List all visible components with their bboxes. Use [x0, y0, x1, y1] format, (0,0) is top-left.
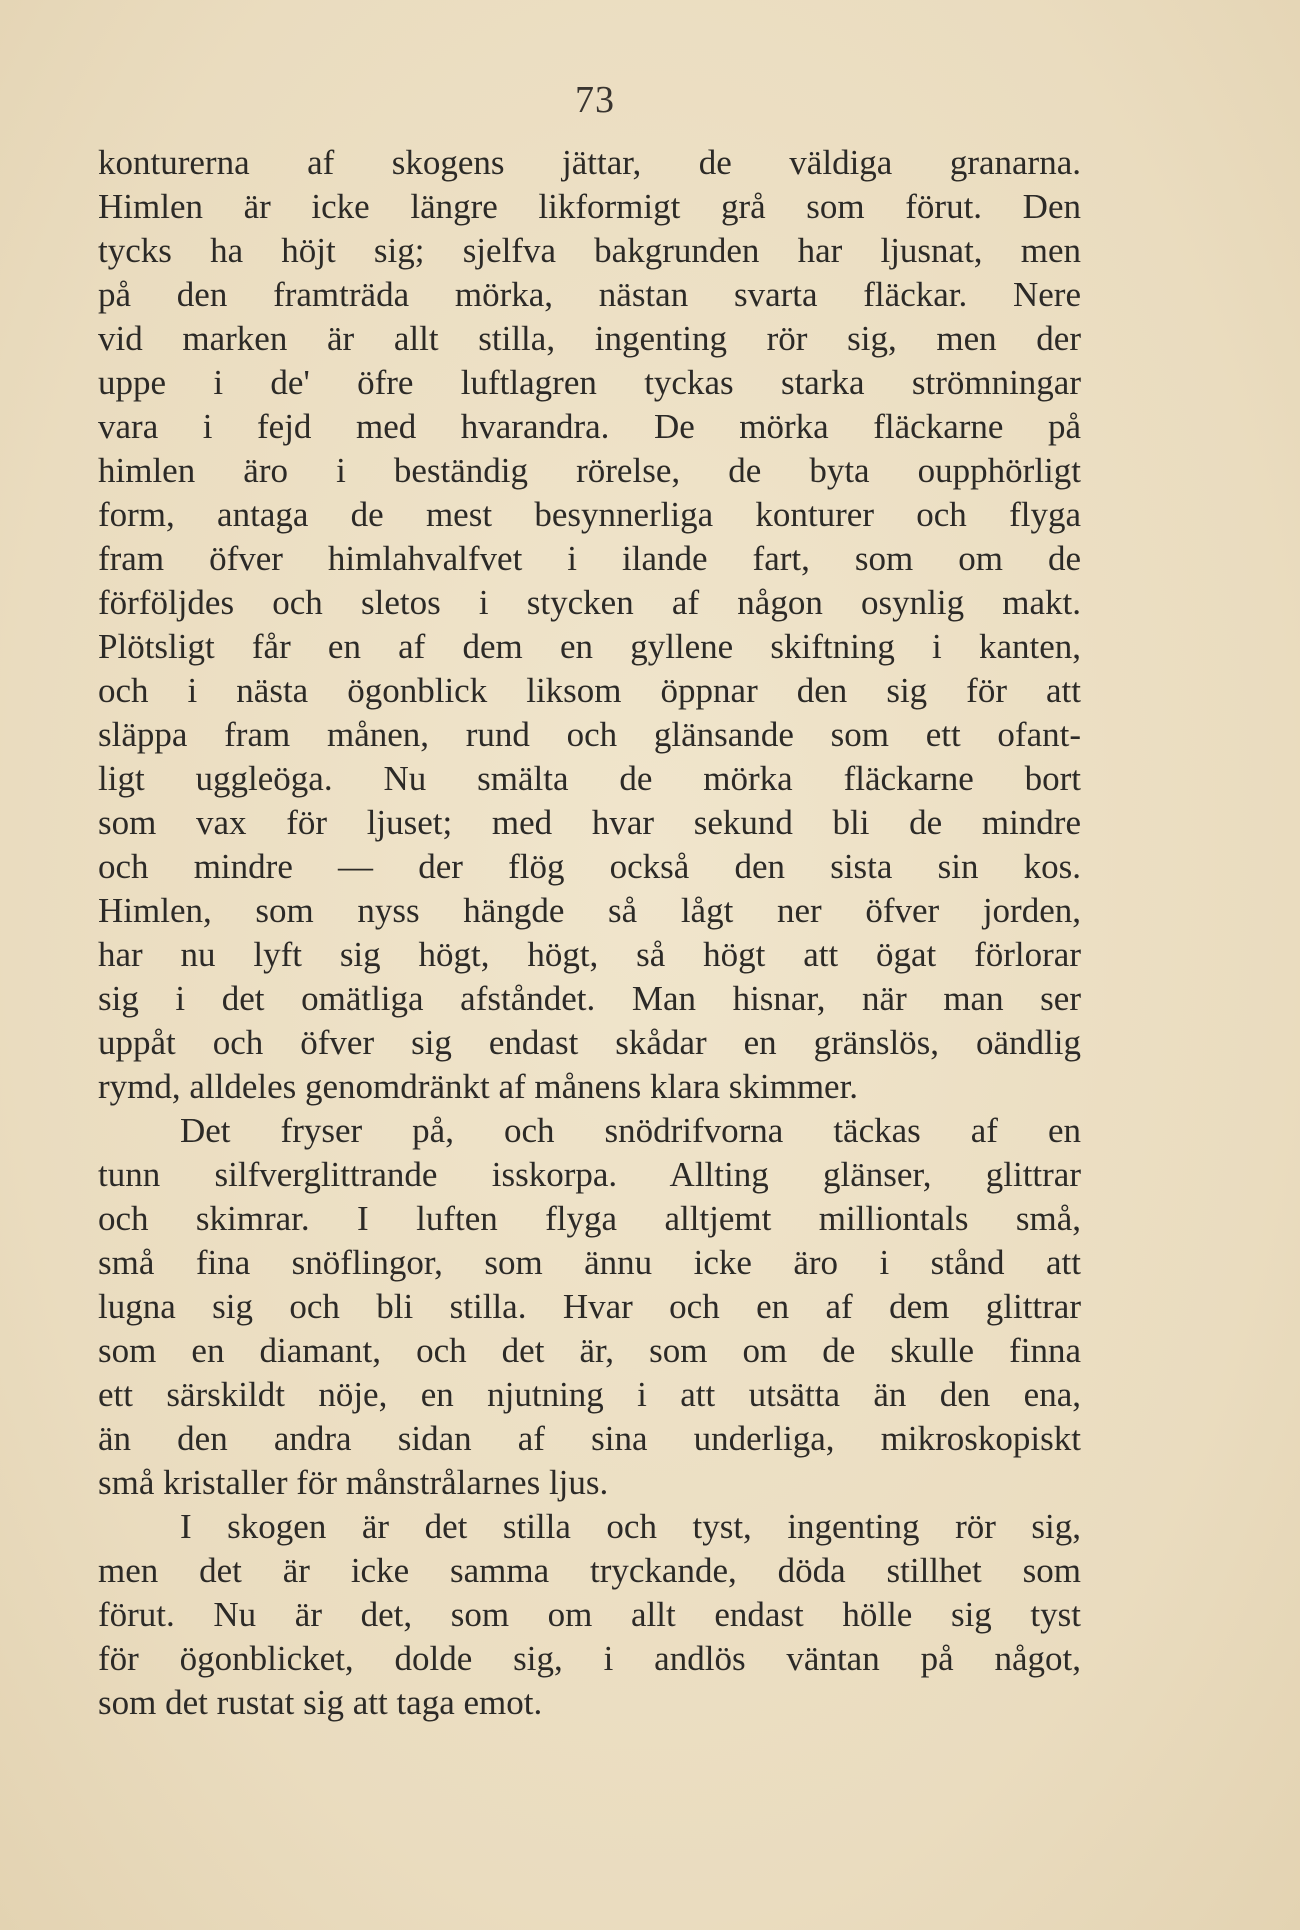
text-line: ett särskildt nöje, en njutning i att utsätta än den ena, — [98, 1375, 1081, 1414]
text-line: som en diamant, och det är, som om de skulle finna — [98, 1331, 1081, 1370]
body-text — [98, 141, 1081, 1725]
text-line: Plötsligt får en af dem en gyllene skiftning i kanten, — [98, 627, 1081, 666]
text-line: fram öfver himlahvalfvet i ilande fart, som om de — [98, 539, 1081, 578]
text-line: I skogen är det stilla och tyst, ingenting rör sig, — [180, 1507, 1081, 1546]
text-line: och skimrar. I luften flyga alltjemt milliontals små, — [98, 1199, 1081, 1238]
text-line: tunn silfverglittrande isskorpa. Allting glänser, glittrar — [98, 1155, 1081, 1194]
text-line: tycks ha höjt sig; sjelfva bakgrunden har ljusnat, men — [98, 231, 1081, 270]
text-line: uppe i de' öfre luftlagren tyckas starka strömningar — [98, 363, 1081, 402]
text-line: men det är icke samma tryckande, döda stillhet som — [98, 1551, 1081, 1590]
text-line: ligt uggleöga. Nu smälta de mörka fläckarne bort — [98, 759, 1081, 798]
text-line: vid marken är allt stilla, ingenting rör sig, men der — [98, 319, 1081, 358]
text-line: och i nästa ögonblick liksom öppnar den sig för att — [98, 671, 1081, 710]
text-line: släppa fram månen, rund och glänsande som ett ofant- — [98, 715, 1081, 754]
text-line: vara i fejd med hvarandra. De mörka fläckarne på — [98, 407, 1081, 446]
text-line: lugna sig och bli stilla. Hvar och en af dem glittrar — [98, 1287, 1081, 1326]
text-line: för ögonblicket, dolde sig, i andlös väntan på något, — [98, 1639, 1081, 1678]
text-line: på den framträda mörka, nästan svarta fläckar. Nere — [98, 275, 1081, 314]
text-line: och mindre — der flög också den sista sin kos. — [98, 847, 1081, 886]
text-line: Det fryser på, och snödrifvorna täckas af en — [180, 1111, 1081, 1150]
text-line: uppåt och öfver sig endast skådar en gränslös, oändlig — [98, 1023, 1081, 1062]
text-line: form, antaga de mest besynnerliga konturer och flyga — [98, 495, 1081, 534]
text-line: än den andra sidan af sina underliga, mikroskopiskt — [98, 1419, 1081, 1458]
text-line: konturerna af skogens jättar, de väldiga granarna. — [98, 143, 1081, 182]
text-line: har nu lyft sig högt, högt, så högt att ögat förlorar — [98, 935, 1081, 974]
text-line: förföljdes och sletos i stycken af någon osynlig makt. — [98, 583, 1081, 622]
text-line: förut. Nu är det, som om allt endast hölle sig tyst — [98, 1595, 1081, 1634]
text-line: som det rustat sig att taga emot. — [98, 1683, 543, 1722]
text-line: rymd, alldeles genomdränkt af månens klara skimmer. — [98, 1067, 859, 1106]
text-line: små kristaller för månstrålarnes ljus. — [98, 1463, 609, 1502]
page-number: 73 — [575, 79, 615, 121]
text-line: Himlen, som nyss hängde så lågt ner öfver jorden, — [98, 891, 1081, 930]
text-line: himlen äro i beständig rörelse, de byta oupphörligt — [98, 451, 1081, 490]
text-line: som vax för ljuset; med hvar sekund bli de mindre — [98, 803, 1081, 842]
text-line: Himlen är icke längre likformigt grå som förut. Den — [98, 187, 1081, 226]
text-line: sig i det omätliga afståndet. Man hisnar, när man ser — [98, 979, 1081, 1018]
text-line: små fina snöflingor, som ännu icke äro i stånd att — [98, 1243, 1081, 1282]
